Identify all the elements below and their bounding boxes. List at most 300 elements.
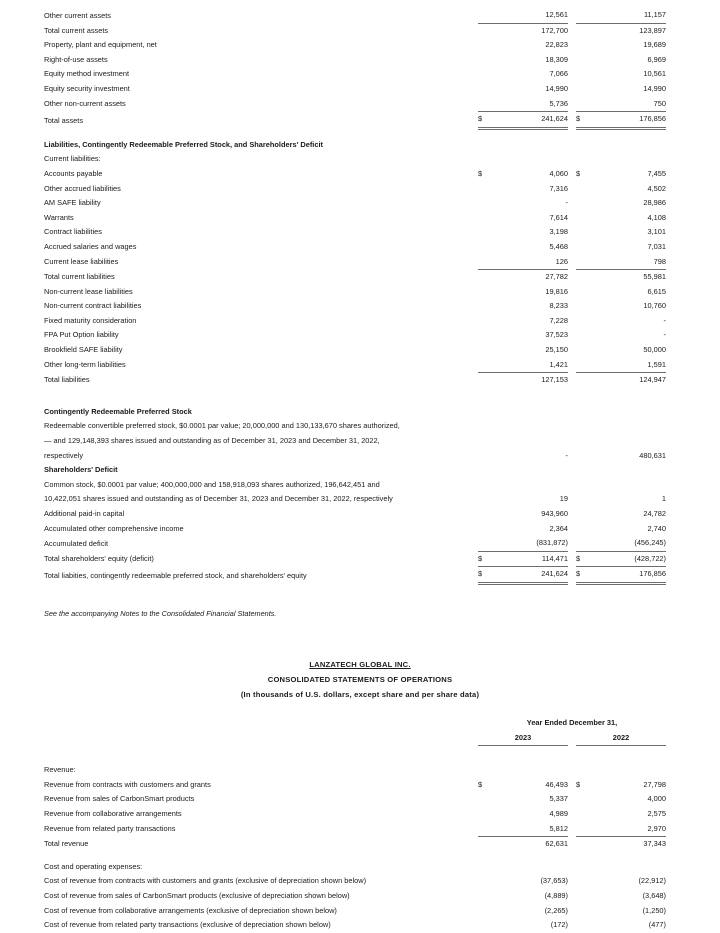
- row-pad: [666, 889, 696, 904]
- row-pad: [666, 904, 696, 919]
- row-gap: [568, 167, 576, 182]
- row-label: Contract liabilities: [44, 227, 102, 237]
- table-row: [44, 918, 696, 933]
- table-row: [44, 507, 696, 522]
- row-gap: [568, 343, 576, 358]
- row-value-2023: 1,421: [492, 358, 568, 373]
- row-label: Equity security investment: [44, 83, 130, 93]
- row-label: Property, plant and equipment, net: [44, 40, 157, 50]
- liabilities-section: [44, 138, 696, 405]
- row-symbol-2022: [576, 240, 590, 255]
- current-liabilities-heading: Current liabilities:: [44, 154, 101, 164]
- row-gap: [568, 536, 576, 551]
- preferred-stock-heading: Contingently Redeemable Preferred Stock: [44, 406, 192, 416]
- row-symbol-2023: $: [478, 567, 492, 584]
- table-row-total: [44, 551, 696, 567]
- row-label: Revenue from contracts with customers and grants: [44, 779, 211, 789]
- row-value-2022: 2,970: [590, 822, 666, 837]
- section-spacer: [44, 388, 696, 405]
- row-label: Total liabilities: [44, 375, 90, 385]
- row-value-2023: 8,233: [549, 301, 568, 311]
- row-value-2023: 22,823: [545, 40, 568, 50]
- row-gap: [568, 225, 576, 240]
- empty-cell: [44, 731, 478, 746]
- row-value-2023: 7,614: [549, 212, 568, 222]
- row-symbol-2023: [478, 255, 492, 270]
- row-gap: [568, 918, 576, 933]
- row-gap: [568, 67, 576, 82]
- row-symbol-2023: [478, 38, 492, 53]
- row-label: Additional paid-in capital: [44, 509, 125, 518]
- row-symbol-2023: [478, 299, 492, 314]
- row-gap: [568, 328, 576, 343]
- row-symbol-2023: [478, 904, 492, 919]
- table-row: [44, 807, 696, 822]
- row-value-2022: 1,591: [590, 358, 666, 373]
- row-symbol-2023: [478, 492, 492, 507]
- row-value-2022: 24,782: [643, 509, 666, 518]
- row-symbol-2022: [576, 23, 590, 38]
- row-gap: [568, 731, 576, 746]
- common-stock-value-row: [44, 492, 696, 507]
- row-label: Other accrued liabilities: [44, 183, 121, 193]
- row-gap: [568, 507, 576, 522]
- row-value-2023: (37,653): [540, 876, 568, 886]
- row-symbol-2023: [478, 822, 492, 837]
- row-value-2022: 27,798: [643, 779, 666, 789]
- revenue-heading-row: [44, 763, 696, 778]
- row-label: Total shareholders' equity (deficit): [44, 554, 154, 564]
- row-symbol-2023: [478, 8, 492, 23]
- table-row: [44, 778, 696, 793]
- row-gap: [568, 778, 576, 793]
- row-pad: [666, 449, 696, 464]
- table-row: [44, 874, 696, 889]
- liabilities-heading: Liabilities, Contingently Redeemable Preferred Stock, and Shareholders' Deficit: [44, 139, 323, 149]
- row-pad: [666, 792, 696, 807]
- row-symbol-2022: [576, 211, 590, 226]
- row-pad: [666, 112, 696, 129]
- row-gap: [568, 8, 576, 23]
- row-value-2023: 18,309: [545, 54, 568, 64]
- row-value-2022: 10,561: [643, 69, 666, 79]
- row-pad: [666, 492, 696, 507]
- row-pad: [666, 874, 696, 889]
- row-value-2023: 5,736: [492, 97, 568, 112]
- row-label: AM SAFE liability: [44, 198, 101, 208]
- row-value-2022: 37,343: [643, 839, 666, 849]
- row-symbol-2022: [576, 522, 590, 537]
- row-symbol-2023: [478, 67, 492, 82]
- column-group-row: [44, 716, 696, 731]
- row-pad: [666, 82, 696, 97]
- preferred-stock-value-2023: -: [565, 450, 568, 460]
- row-symbol-2022: [576, 373, 590, 388]
- row-symbol-2022: [576, 492, 590, 507]
- row-value-2023: (172): [550, 920, 568, 930]
- table-row-total: [44, 112, 696, 129]
- row-value-2022: 4,108: [647, 212, 666, 222]
- row-value-2022: 11,157: [590, 8, 666, 23]
- row-symbol-2022: [576, 67, 590, 82]
- row-symbol-2022: $: [576, 567, 590, 584]
- top-spacer: [44, 0, 696, 8]
- row-value-2023: 943,960: [541, 509, 568, 518]
- row-symbol-2022: [576, 507, 590, 522]
- row-symbol-2022: [576, 889, 590, 904]
- row-label: FPA Put Option liability: [44, 330, 119, 340]
- preferred-stock-desc-line3: respectively: [44, 450, 84, 460]
- row-value-2022: (428,722): [590, 551, 666, 567]
- preferred-stock-heading-row: [44, 405, 696, 420]
- row-label: Revenue from related party transactions: [44, 824, 176, 834]
- row-pad: [666, 255, 696, 270]
- table-row: [44, 328, 696, 343]
- row-value-2022: 7,455: [647, 168, 666, 178]
- row-symbol-2023: [478, 837, 492, 852]
- row-value-2023: (2,265): [544, 905, 568, 915]
- row-gap: [568, 196, 576, 211]
- row-label: Cost of revenue from related party transactions (exclusive of depreciation shown below): [44, 920, 331, 930]
- row-symbol-2022: [576, 792, 590, 807]
- table-row: [44, 343, 696, 358]
- row-value-2023: 27,782: [545, 272, 568, 282]
- row-pad: [666, 8, 696, 23]
- row-label: Cost of revenue from sales of CarbonSmart products (exclusive of depreciation shown below): [44, 890, 350, 900]
- row-pad: [666, 551, 696, 567]
- row-pad: [666, 240, 696, 255]
- row-value-2022: 2,740: [647, 523, 666, 533]
- current-liabilities-heading-row: [44, 152, 696, 167]
- row-gap: [568, 314, 576, 329]
- row-pad: [666, 373, 696, 388]
- row-symbol-2023: [478, 182, 492, 197]
- common-stock-desc-line2: 10,422,051 shares issued and outstanding as of December 31, 2023 and December 31, 2022, respectively: [44, 494, 393, 504]
- row-value-2022: -: [663, 330, 666, 340]
- row-label: Total liabities, contingently redeemable preferred stock, and shareholders' equity: [44, 570, 307, 580]
- table-row: [44, 67, 696, 82]
- row-value-2023: (831,872): [492, 536, 568, 551]
- row-symbol-2022: $: [576, 112, 590, 129]
- cost-heading-row: [44, 860, 696, 875]
- row-symbol-2023: [478, 536, 492, 551]
- row-gap: [568, 373, 576, 388]
- row-label: Cost of revenue from contracts with customers and grants (exclusive of depreciation shown below): [44, 876, 367, 886]
- row-pad: [666, 314, 696, 329]
- table-row: [44, 97, 696, 112]
- table-row: [44, 314, 696, 329]
- row-symbol-2022: [576, 53, 590, 68]
- row-symbol-2022: [576, 38, 590, 53]
- row-symbol-2023: [478, 23, 492, 38]
- shareholders-deficit-heading: Shareholders' Deficit: [44, 465, 118, 475]
- row-label: Accumulated other comprehensive income: [44, 523, 184, 533]
- row-value-2022: 4,502: [647, 183, 666, 193]
- row-symbol-2022: [576, 225, 590, 240]
- row-pad: [666, 343, 696, 358]
- table-row: [44, 53, 696, 68]
- row-value-2022: 6,615: [647, 286, 666, 296]
- row-value-2023: 12,561: [492, 8, 568, 23]
- row-symbol-2022: [576, 196, 590, 211]
- row-gap: [568, 822, 576, 837]
- row-gap: [568, 904, 576, 919]
- row-value-2023: 7,228: [549, 315, 568, 325]
- row-symbol-2023: [478, 889, 492, 904]
- shareholders-deficit-section: [44, 463, 696, 583]
- row-gap: [568, 112, 576, 129]
- row-label: Revenue from collaborative arrangements: [44, 808, 182, 818]
- table-row: [44, 8, 696, 23]
- row-symbol-2023: [478, 807, 492, 822]
- header-spacer: [44, 746, 696, 764]
- row-pad: [666, 536, 696, 551]
- row-value-2022: 2,575: [647, 808, 666, 818]
- row-value-2023: 126: [492, 255, 568, 270]
- table-row: [44, 211, 696, 226]
- row-value-2023: 4,060: [549, 168, 568, 178]
- table-row: [44, 904, 696, 919]
- row-symbol-2023: [478, 373, 492, 388]
- row-value-2022: 14,990: [643, 83, 666, 93]
- row-pad: [666, 225, 696, 240]
- row-label: Current lease liabilities: [44, 257, 119, 266]
- row-pad: [666, 285, 696, 300]
- row-value-2022: 176,856: [590, 567, 666, 584]
- row-symbol-2023: [478, 328, 492, 343]
- row-pad: [666, 507, 696, 522]
- row-symbol-2022: [576, 904, 590, 919]
- row-gap: [568, 285, 576, 300]
- row-symbol-2022: [576, 328, 590, 343]
- column-header-2022: 2022: [576, 731, 666, 746]
- row-label: Total current liabilities: [44, 272, 115, 282]
- row-gap: [568, 182, 576, 197]
- preferred-stock-value-row: [44, 449, 696, 464]
- row-pad: [666, 837, 696, 852]
- row-gap: [568, 97, 576, 112]
- table-row: [44, 285, 696, 300]
- preferred-stock-desc-row-2: [44, 434, 696, 449]
- row-pad: [666, 67, 696, 82]
- row-symbol-2022: [576, 299, 590, 314]
- table-row-total: [44, 373, 696, 388]
- row-symbol-2023: [478, 285, 492, 300]
- row-symbol-2022: [576, 270, 590, 285]
- row-pad: [666, 716, 696, 731]
- row-symbol-2023: $: [478, 779, 483, 789]
- common-stock-desc-line1: Common stock, $0.0001 par value; 400,000,000 and 158,918,093 shares authorized, 196,642,451 and: [44, 479, 380, 489]
- row-value-2022: 7,031: [647, 241, 666, 251]
- row-symbol-2023: [478, 211, 492, 226]
- row-label: Non-current lease liabilities: [44, 286, 133, 296]
- preferred-stock-desc-line2: — and 129,148,393 shares issued and outstanding as of December 31, 2023 and December 31, 2022,: [44, 436, 380, 446]
- row-pad: [666, 778, 696, 793]
- row-symbol-2022: [576, 182, 590, 197]
- row-symbol-2023: [478, 343, 492, 358]
- row-value-2023: 114,471: [492, 551, 568, 567]
- row-symbol-2023: [478, 270, 492, 285]
- row-value-2023: 14,990: [545, 83, 568, 93]
- row-pad: [666, 97, 696, 112]
- revenue-section: [44, 763, 696, 860]
- assets-section: [44, 0, 696, 138]
- row-symbol-2023: $: [478, 112, 492, 129]
- row-symbol-2023: [478, 196, 492, 211]
- row-label: Total assets: [44, 115, 84, 125]
- row-symbol-2022: $: [576, 551, 590, 567]
- row-pad: [666, 23, 696, 38]
- row-label: Total current assets: [44, 25, 109, 35]
- row-value-2023: 4,989: [549, 808, 568, 818]
- row-value-2022: 50,000: [643, 345, 666, 355]
- row-value-2023: 62,631: [545, 839, 568, 849]
- row-value-2022: 123,897: [639, 25, 666, 35]
- row-value-2023: 2,364: [549, 523, 568, 533]
- row-label: Total revenue: [44, 839, 89, 849]
- row-symbol-2023: $: [478, 168, 483, 178]
- table-row: [44, 182, 696, 197]
- row-label: Warrants: [44, 212, 74, 222]
- row-value-2022: 3,101: [647, 227, 666, 237]
- preferred-stock-desc-line1: Redeemable convertible preferred stock, $0.0001 par value; 20,000,000 and 130,133,670 shares authorized,: [44, 421, 400, 431]
- row-symbol-2022: [576, 918, 590, 933]
- row-pad: [666, 299, 696, 314]
- row-pad: [666, 53, 696, 68]
- row-label: Fixed maturity consideration: [44, 315, 137, 325]
- row-gap: [568, 449, 576, 464]
- balance-sheet-table: [44, 0, 696, 585]
- row-pad: [666, 196, 696, 211]
- row-label: Equity method investment: [44, 69, 130, 79]
- row-symbol-2023: [478, 507, 492, 522]
- table-row: [44, 358, 696, 373]
- row-label: Accounts payable: [44, 168, 103, 178]
- row-value-2023: 7,316: [549, 183, 568, 193]
- row-value-2023: 241,624: [492, 567, 568, 584]
- row-symbol-2022: [576, 343, 590, 358]
- common-stock-value-2022: 1: [661, 494, 666, 504]
- preferred-stock-section: [44, 405, 696, 463]
- row-symbol-2023: [478, 314, 492, 329]
- row-symbol-2023: [478, 918, 492, 933]
- row-gap: [568, 522, 576, 537]
- table-row-total: [44, 837, 696, 852]
- row-label: Right-of-use assets: [44, 54, 108, 64]
- row-symbol-2023: $: [478, 551, 492, 567]
- row-symbol-2022: [576, 8, 590, 23]
- row-label: Revenue from sales of CarbonSmart products: [44, 794, 195, 804]
- table-row: [44, 299, 696, 314]
- row-label: Other non-current assets: [44, 99, 126, 109]
- row-value-2022: 6,969: [647, 54, 666, 64]
- table-row-total: [44, 270, 696, 285]
- row-gap: [568, 255, 576, 270]
- income-statement-company: [0, 657, 720, 672]
- row-symbol-2022: [576, 536, 590, 551]
- row-label: Cost of revenue from collaborative arrangements (exclusive of depreciation shown below): [44, 905, 337, 915]
- row-pad: [666, 731, 696, 746]
- row-symbol-2022: [576, 874, 590, 889]
- row-symbol-2022: [576, 449, 590, 464]
- row-value-2022: 4,000: [647, 794, 666, 804]
- empty-cell: [44, 716, 478, 731]
- row-pad: [666, 270, 696, 285]
- row-gap: [568, 792, 576, 807]
- row-symbol-2022: [576, 837, 590, 852]
- row-value-2023: 3,198: [549, 227, 568, 237]
- table-row: [44, 255, 696, 270]
- statement-gap: [0, 618, 720, 657]
- common-stock-desc-row-1: [44, 478, 696, 493]
- row-value-2023: 5,468: [549, 241, 568, 251]
- row-label: Non-current contract liabilities: [44, 301, 142, 311]
- row-value-2023: 25,150: [545, 345, 568, 355]
- row-gap: [568, 874, 576, 889]
- row-symbol-2023: [478, 82, 492, 97]
- row-value-2022: 176,856: [590, 112, 666, 129]
- row-gap: [568, 567, 576, 584]
- row-symbol-2022: [576, 358, 590, 373]
- column-year-row: [44, 731, 696, 746]
- company-name: LANZATECH GLOBAL INC.: [309, 659, 411, 669]
- income-statement-title: CONSOLIDATED STATEMENTS OF OPERATIONS: [267, 674, 453, 684]
- shareholders-deficit-heading-row: [44, 463, 696, 478]
- row-value-2022: -: [663, 315, 666, 325]
- row-value-2022: (456,245): [590, 536, 666, 551]
- row-symbol-2023: [478, 225, 492, 240]
- row-gap: [568, 299, 576, 314]
- row-value-2022: 55,981: [643, 272, 666, 282]
- row-value-2022: (3,648): [642, 890, 666, 900]
- row-symbol-2023: [478, 240, 492, 255]
- financial-statements-footnote: See the accompanying Notes to the Consolidated Financial Statements.: [44, 608, 277, 618]
- row-gap: [568, 807, 576, 822]
- row-label: Other long-term liabilities: [44, 360, 126, 370]
- preferred-stock-value-2022: 480,631: [639, 450, 666, 460]
- row-value-2022: (22,912): [638, 876, 666, 886]
- row-pad: [666, 38, 696, 53]
- row-gap: [568, 211, 576, 226]
- row-pad: [666, 807, 696, 822]
- row-gap: [568, 240, 576, 255]
- table-row: [44, 522, 696, 537]
- row-value-2022: 28,986: [643, 198, 666, 208]
- header-gap: [0, 702, 720, 716]
- row-symbol-2022: [576, 255, 590, 270]
- section-spacer: [44, 852, 696, 860]
- table-row: [44, 38, 696, 53]
- row-gap: [568, 82, 576, 97]
- row-value-2023: 46,493: [545, 779, 568, 789]
- row-symbol-2022: [576, 807, 590, 822]
- row-gap: [568, 837, 576, 852]
- row-symbol-2022: $: [576, 779, 581, 789]
- footnote-spacer: [0, 585, 720, 609]
- income-statement-table: [44, 716, 696, 933]
- liabilities-heading-row: [44, 138, 696, 153]
- row-value-2022: 19,689: [643, 40, 666, 50]
- row-symbol-2023: [478, 522, 492, 537]
- common-stock-value-2023: 19: [559, 494, 568, 504]
- row-value-2023: 172,700: [541, 25, 568, 35]
- row-value-2022: 798: [590, 255, 666, 270]
- table-row: [44, 792, 696, 807]
- cost-heading: Cost and operating expenses:: [44, 861, 143, 871]
- row-gap: [568, 23, 576, 38]
- table-row-total: [44, 567, 696, 584]
- preferred-stock-desc-row-1: [44, 419, 696, 434]
